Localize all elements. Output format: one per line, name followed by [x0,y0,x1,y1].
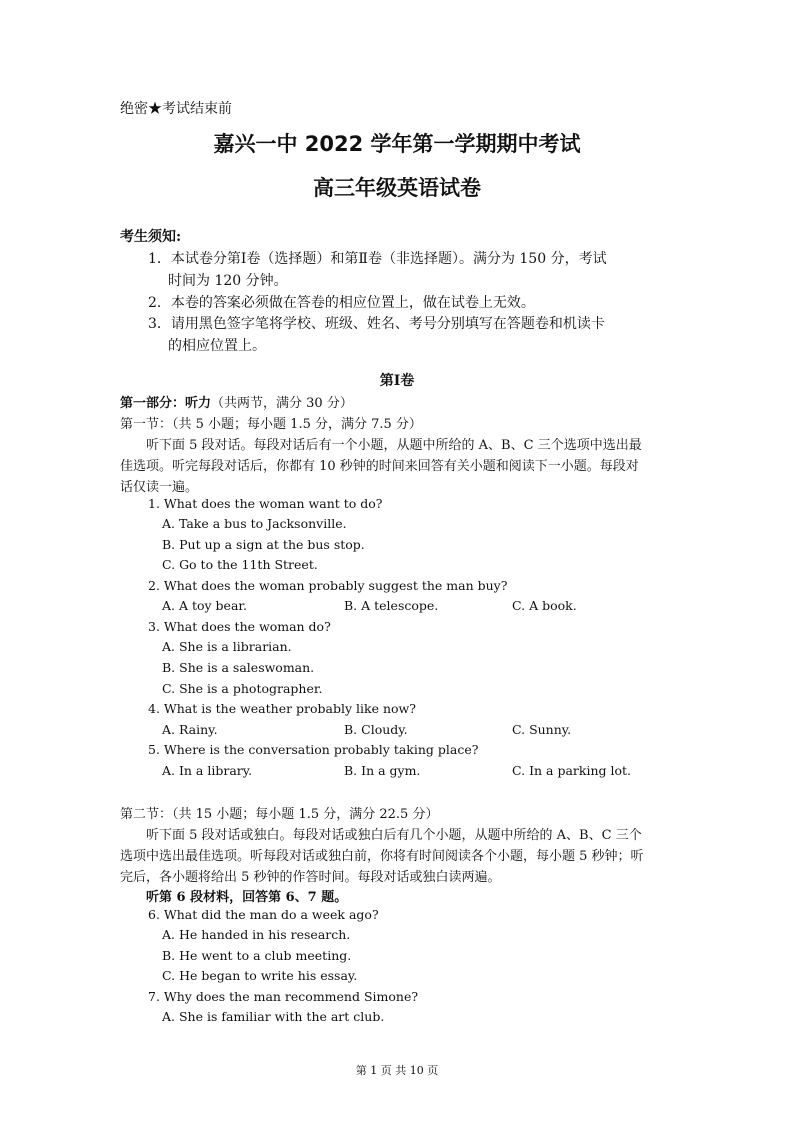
question-5-option-a: A. In a library. [162,763,253,778]
question-6-option-a: A. He handed in his research. [162,927,351,942]
part1-label: 第一部分：听力 [120,396,212,411]
question-1-option-b: B. Put up a sign at the bus stop. [162,537,365,552]
question-1-stem: 1. What does the woman want to do? [148,496,383,511]
section1-instructions-1: 听下面 5 段对话。每段对话后有一个小题，从题中所给的 A、B、C 三个选项中选出最 [146,438,642,453]
question-3-option-a: A. She is a librarian. [162,639,292,654]
question-6-stem: 6. What did the man do a week ago? [148,907,379,922]
question-1-option-c: C. Go to the 11th Street. [162,557,318,572]
notice-item-1: 1．本试卷分第Ⅰ卷（选择题）和第Ⅱ卷（非选择题）。满分为 150 分，考试 [148,251,607,267]
notice-item-3: 3．请用黑色签字笔将学校、班级、姓名、考号分别填写在答题卷和机读卡 [148,316,605,332]
question-6-option-b: B. He went to a club meeting. [162,948,352,963]
exam-subtitle: 高三年级英语试卷 [313,176,481,200]
section2-instructions-1: 听下面 5 段对话或独白。每段对话或独白后有几个小题，从题中所给的 A、B、C 三个 [146,828,642,843]
question-4-option-c: C. Sunny. [512,722,572,737]
section1-heading: 第一节：（共 5 小题；每小题 1.5 分，满分 7.5 分） [120,417,422,432]
question-4-stem: 4. What is the weather probably like now? [148,701,416,716]
part1-note: （共两节，满分 30 分） [211,396,353,411]
notice-item-2: 2．本卷的答案必须做在答卷的相应位置上，做在试卷上无效。 [148,295,535,311]
part1-heading [120,392,353,411]
question-1-option-a: A. Take a bus to Jacksonville. [162,516,347,531]
question-4-option-b: B. Cloudy. [344,722,408,737]
question-3-option-c: C. She is a photographer. [162,681,323,696]
question-2-stem: 2. What does the woman probably suggest the man buy? [148,578,508,593]
question-3-stem: 3. What does the woman do? [148,619,331,634]
question-7-stem: 7. Why does the man recommend Simone? [148,989,419,1004]
confidential-label: 绝密★考试结束前 [120,101,232,117]
section1-instructions-3: 话仅读一遍。 [120,480,199,495]
question-2-option-a: A. A toy bear. [162,598,247,613]
question-6-option-c: C. He began to write his essay. [162,968,358,983]
notice-item-1-cont: 时间为 120 分钟。 [168,273,288,289]
section2-instructions-3: 完后，各小题将给出 5 秒钟的作答时间。每段对话或独白读两遍。 [120,870,501,885]
question-7-option-a: A. She is familiar with the art club. [162,1009,385,1024]
question-4-option-a: A. Rainy. [162,722,218,737]
question-3-option-b: B. She is a saleswoman. [162,660,315,675]
question-5-option-c: C. In a parking lot. [512,763,632,778]
page-footer: 第 1 页 共 10 页 [355,1064,439,1077]
notice-item-3-cont: 的相应位置上。 [168,338,266,354]
notice-heading: 考生须知: [120,229,182,245]
section2-instructions-2: 选项中选出最佳选项。听每段对话或独白前，你将有时间阅读各个小题，每小题 5 秒钟；听 [120,849,644,864]
question-2-option-b: B. A telescope. [344,598,439,613]
volume-title: 第Ⅰ卷 [379,373,415,389]
material-6-label: 听第 6 段材料，回答第 6、7 题。 [146,890,348,905]
section1-instructions-2: 佳选项。听完每段对话后，你都有 10 秒钟的时间来回答有关小题和阅读下一小题。每段对 [120,459,639,474]
exam-title: 嘉兴一中 2022 学年第一学期期中考试 [213,132,581,156]
question-5-option-b: B. In a gym. [344,763,421,778]
section2-heading: 第二节：（共 15 小题；每小题 1.5 分，满分 22.5 分） [120,807,439,822]
question-2-option-c: C. A book. [512,598,577,613]
question-5-stem: 5. Where is the conversation probably taking place? [148,742,479,757]
